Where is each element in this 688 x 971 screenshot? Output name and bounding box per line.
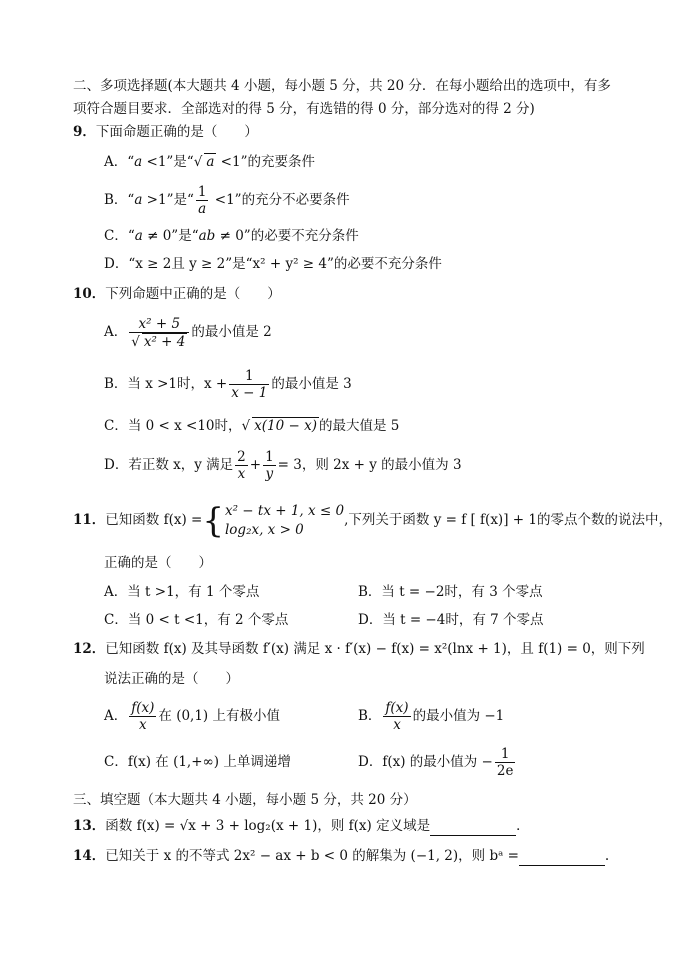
q12-line2: 说法正确的是（ ） (104, 671, 239, 687)
fraction: $\frac{1}{a}$ (197, 184, 207, 217)
question-number: 12． (73, 641, 106, 657)
q12-option-b: B． $\frac{f(x)}{x}$ 的最小值为 −1 (358, 700, 505, 733)
sqrt-symbol: √ (241, 418, 251, 434)
q11-option-a: A．当 t >1，有 1 个零点 (104, 584, 260, 600)
fraction: $\frac{2}{x}$ (237, 449, 246, 482)
question-number: 9． (73, 124, 96, 140)
question-14: 14．已知关于 x 的不等式 2x² − ax + b < 0 的解集为 (−1, 2)，则 bᵃ = . (73, 848, 610, 864)
fraction: $\frac{f(x)}{x}$ (131, 700, 155, 733)
question-10 (73, 284, 281, 304)
q9-option-c: C．“a ≠ 0”是“ab ≠ 0”的必要不充分条件 (104, 228, 359, 244)
q9-option-a: A．“a <1”是“√ a <1”的充要条件 (104, 154, 315, 170)
fraction: $\frac{\text{x² + 5}}{\text{√ x² + 4}}$ (129, 316, 189, 350)
answer-blank[interactable] (430, 819, 516, 836)
q9-option-d: D．“x ≥ 2且 y ≥ 2”是“x² + y² ≥ 4”的必要不充分条件 (104, 256, 442, 272)
section-3-header: 三、填空题（本大题共 4 小题，每小题 5 分，共 20 分） (73, 792, 417, 808)
q10-option-d: D．若正数 x，y 满足 $\frac{2}{x}$ + $\frac{1}{y}$ = 3，则 2x + y 的最小值为 3 (104, 449, 462, 482)
sqrt-symbol: √ (193, 154, 203, 170)
section-2-header-line2: 项符合题目要求．全部选对的得 5 分，有选错的得 0 分，部分选对的得 2 分) (73, 101, 535, 117)
question-11: 11．已知函数 f(x) ={ x² − tx + 1, x ≤ 0 log₂x, x > 0 ,下列关于函数 y = f [ f(x)] + 1的零点个数的说法中， (73, 500, 672, 541)
q12-option-d: D．f(x) 的最小值为 − $\frac{1}{2e}$ (358, 746, 514, 779)
q12-option-a: A． $\frac{f(x)}{x}$ 在 (0,1) 上有极小值 (104, 700, 280, 733)
piecewise-brace: { (202, 500, 224, 541)
fraction: $\frac{1}{x - 1}$ (231, 368, 268, 401)
q11-option-d: D．当 t = −4时，有 7 个零点 (358, 612, 544, 628)
q9-option-b: B．“a >1”是“ $\frac{1}{a}$ <1”的充分不必要条件 (104, 184, 350, 217)
fraction: $\frac{f(x)}{x}$ (385, 700, 409, 733)
piecewise-cases: x² − tx + 1, x ≤ 0 log₂x, x > 0 (224, 502, 345, 538)
fraction: $\frac{1}{2e}$ (496, 746, 514, 779)
question-stem: 已知函数 f(x) 及其导函数 f′(x) 满足 x · f′(x) − f(x) = x²(lnx + 1)，且 f(1) = 0，则下列 (105, 641, 645, 657)
fraction: $\frac{1}{y}$ (265, 449, 274, 482)
q12-option-c: C．f(x) 在 (1,+∞) 上单调递增 (104, 754, 291, 770)
q10-option-a: A． $\frac{\text{x² + 5}}{\text{√ x² + 4}}$ 的最小值是 2 (104, 315, 272, 350)
q11-option-b: B．当 t = −2时，有 3 个零点 (358, 584, 543, 600)
question-number: 10． (73, 286, 106, 302)
answer-blank[interactable] (519, 849, 605, 866)
question-number: 13． (73, 818, 106, 834)
section-2-header-line1: 二、多项选择题(本大题共 4 小题，每小题 5 分，共 20 分．在每小题给出的选项中，有多 (73, 78, 611, 94)
q11-option-c: C．当 0 < t <1，有 2 个零点 (104, 612, 289, 628)
question-number: 14． (73, 848, 106, 864)
question-stem: 下列命题中正确的是（ ） (105, 286, 281, 302)
q10-option-b: B．当 x >1时，x + $\frac{1}{x - 1}$ 的最小值是 3 (104, 368, 352, 401)
q10-option-c: C．当 0 < x <10时，√ x(10 − x) 的最大值是 5 (104, 418, 400, 434)
question-13: 13．函数 f(x) = √x + 3 + log₂(x + 1)，则 f(x) 定义域是 ． (73, 818, 530, 834)
question-number: 11． (73, 512, 106, 528)
question-12 (73, 639, 645, 659)
question-9 (73, 122, 258, 142)
question-stem: 下面命题正确的是（ ） (95, 124, 258, 140)
q11-line2: 正确的是（ ） (104, 555, 212, 571)
